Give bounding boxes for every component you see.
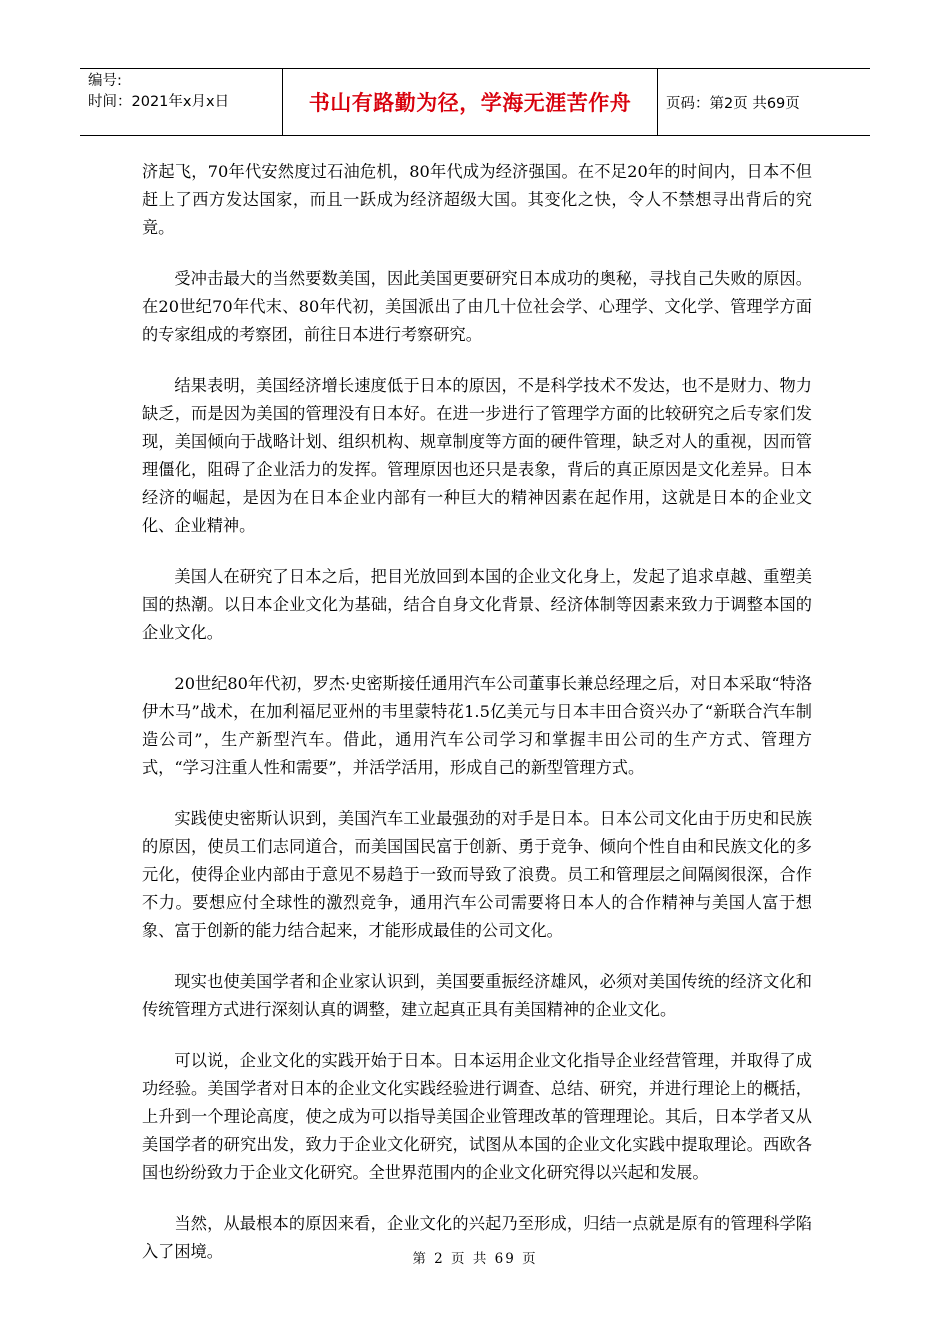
page-footer: 第 2 页 共 69 页: [412, 1251, 538, 1267]
document-body: [142, 158, 812, 1289]
header-meta: [80, 69, 282, 135]
paragraph: 现实也使美国学者和企业家认识到，美国要重振经济雄风，必须对美国传统的经济文化和传统管理方式进行深刻认真的调整，建立起真正具有美国精神的企业文化。: [142, 972, 812, 1019]
paragraph: 济起飞，70年代安然度过石油危机，80年代成为经济强国。在不足20年的时间内，日本不但赶上了西方发达国家，而且一跃成为经济超级大国。其变化之快，令人不禁想寻出背后的究竟。: [142, 162, 812, 237]
header-motto: 书山有路勤为径，学海无涯苦作舟: [282, 69, 658, 135]
paragraph: 可以说，企业文化的实践开始于日本。日本运用企业文化指导企业经营管理，并取得了成功经验。美国学者对日本的企业文化实践经验进行调查、总结、研究，并进行理论上的概括，上升到一个理论高度，使之成为可以指导美国企业管理改革的管理理论。其后，日本学者又从美国学者的研究出发，致力于企业文化研究，试图从本国的企业文化实践中提取理论。西欧各国也纷纷致力于企业文化研究。全世界范围内的企业文化研究得以兴起和发展。: [142, 1051, 812, 1182]
paragraph: 结果表明，美国经济增长速度低于日本的原因，不是科学技术不发达，也不是财力、物力缺乏，而是因为美国的管理没有日本好。在进一步进行了管理学方面的比较研究之后专家们发现，美国倾向于战略计划、组织机构、规章制度等方面的硬件管理，缺乏对人的重视，因而管理僵化，阻碍了企业活力的发挥。管理原因也还只是表象，背后的真正原因是文化差异。日本经济的崛起，是因为在日本企业内部有一种巨大的精神因素在起作用，这就是日本的企业文化、企业精神。: [142, 376, 812, 535]
header-page-info: 页码：第2页 共69页: [666, 95, 800, 112]
paragraph: 实践使史密斯认识到，美国汽车工业最强劲的对手是日本。日本公司文化由于历史和民族的原因，使员工们志同道合，而美国国民富于创新、勇于竞争、倾向个性自由和民族文化的多元化，使得企业内部由于意见不易趋于一致而导致了浪费。员工和管理层之间隔阂很深，合作不力。要想应付全球性的激烈竞争，通用汽车公司需要将日本人的合作精神与美国人富于想象、富于创新的能力结合起来，才能形成最佳的公司文化。: [142, 809, 812, 940]
paragraph: 受冲击最大的当然要数美国，因此美国更要研究日本成功的奥秘，寻找自己失败的原因。在20世纪70年代末、80年代初，美国派出了由几十位社会学、心理学、文化学、管理学方面的专家组成的考察团，前往日本进行考察研究。: [142, 269, 812, 344]
paragraph: 美国人在研究了日本之后，把目光放回到本国的企业文化身上，发起了追求卓越、重塑美国的热潮。以日本企业文化为基础，结合自身文化背景、经济体制等因素来致力于调整本国的企业文化。: [142, 567, 812, 642]
page-header: [80, 68, 870, 136]
time-label: 时间：2021年x月x日: [88, 94, 230, 110]
paragraph: 20世纪80年代初，罗杰·史密斯接任通用汽车公司董事长兼总经理之后，对日本采取“特洛伊木马”战术，在加利福尼亚州的韦里蒙特花1.5亿美元与日本丰田合资兴办了“新联合汽车制造公司”，生产新型汽车。借此，通用汽车公司学习和掌握丰田公司的生产方式、管理方式，“学习注重人性和需要”，并活学活用，形成自己的新型管理方式。: [142, 674, 812, 777]
serial-label: 编号:: [88, 73, 122, 89]
paragraph: 当然，从最根本的原因来看，企业文化的兴起乃至形成，归结一点就是原有的管理科学陷入了困境。: [142, 1214, 812, 1261]
